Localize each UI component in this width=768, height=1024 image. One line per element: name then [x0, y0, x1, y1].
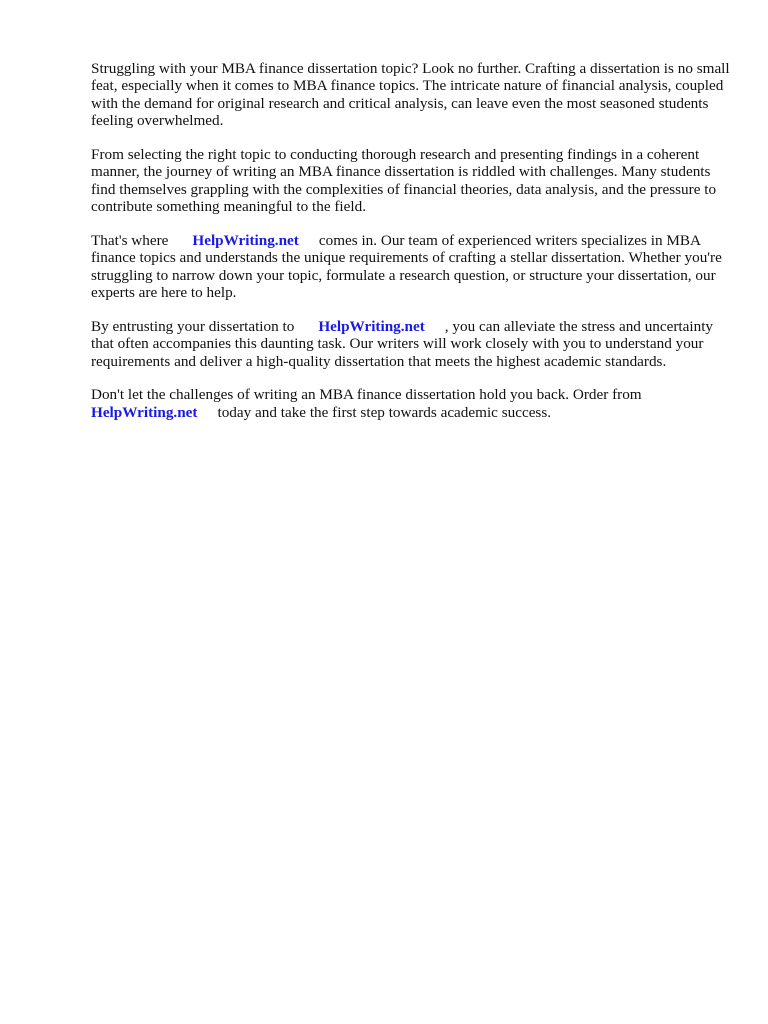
paragraph-closing-text-before: Don't let the challenges of writing an MBA finance dissertation hold you back. Order from [91, 386, 642, 404]
paragraph-challenges [91, 146, 731, 216]
paragraph-entrust-text-before: By entrusting your dissertation to [91, 317, 295, 335]
paragraph-intro [91, 60, 731, 130]
paragraph-service-text-before: That's where [91, 231, 169, 249]
document-page [91, 60, 731, 437]
paragraph-challenges-text: From selecting the right topic to conducting thorough research and presenting findings in a coherent manner, the journey of writing an MBA finance dissertation is riddled with challenges. Many students find themselves grappling with the complexities of financial theories, data analysis, and the pressure to contribute something meaningful to the field. [91, 145, 717, 216]
paragraph-closing-text-after: today and take the first step towards academic success. [217, 403, 552, 421]
paragraph-entrust-text-after: , you can alleviate the stress and uncertainty that often accompanies this daunting task. Our writers will work closely with you to understand your requirements and deliver a high-quality dissertation that meets the highest academic standards. [91, 317, 714, 370]
helpwriting-link-1[interactable]: HelpWriting.net [192, 231, 299, 249]
paragraph-intro-text: Struggling with your MBA finance dissertation topic? Look no further. Crafting a dissertation is no small feat, especially when it comes to MBA finance topics. The intricate nature of financial analysis, coupled with the demand for original research and critical analysis, can leave even the most seasoned students feeling overwhelmed. [91, 60, 730, 130]
helpwriting-link-3[interactable]: HelpWriting.net [91, 403, 198, 421]
paragraph-service [91, 232, 731, 302]
paragraph-entrust [91, 318, 731, 370]
paragraph-service-text-after: comes in. Our team of experienced writers specializes in MBA finance topics and understands the unique requirements of crafting a stellar dissertation. Whether you're struggling to narrow down your topic, formulate a research question, or structure your dissertation, our experts are here to help. [91, 231, 722, 302]
paragraph-closing [91, 386, 731, 421]
helpwriting-link-2[interactable]: HelpWriting.net [318, 317, 425, 335]
